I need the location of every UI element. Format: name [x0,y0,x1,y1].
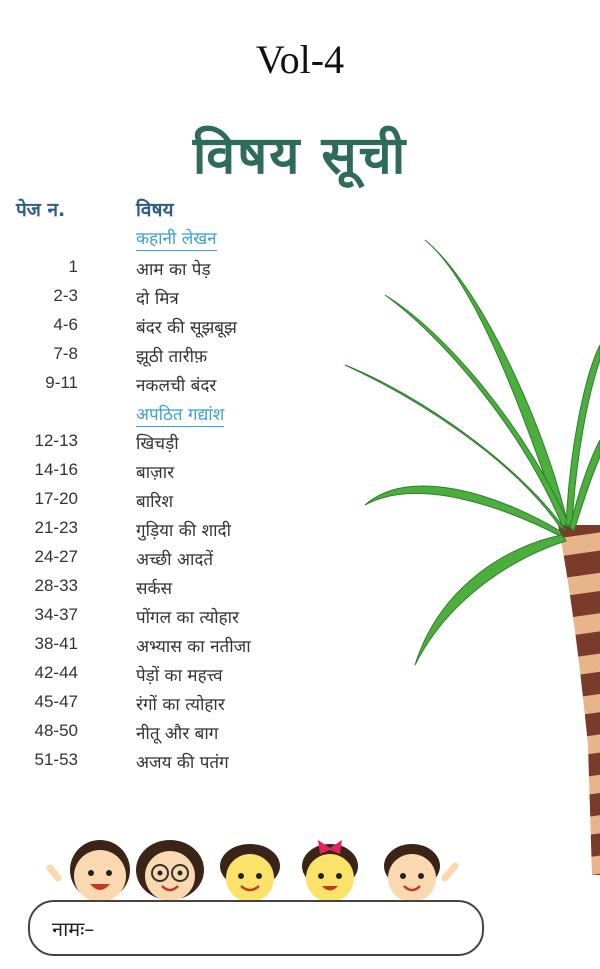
column-header-page: पेज न. [16,199,66,221]
palm-tree-icon [330,225,600,875]
page-number: 4-6 [53,315,78,334]
page-number: 17-20 [34,489,78,508]
palm-leaves [345,240,600,665]
column-header-topic: विषय [136,199,174,221]
page-number: 45-47 [34,692,78,711]
list-item[interactable] [0,576,360,604]
list-item[interactable] [0,721,360,749]
topic-title: झूठी तारीफ़ [136,347,208,367]
section-heading: अपठित गद्यांश [136,402,224,427]
topic-title: आम का पेड़ [136,260,211,280]
topic-title: अभ्यास का नतीजा [136,637,251,657]
volume-label: Vol-4 [255,37,345,82]
list-item[interactable] [0,547,360,575]
topic-title: पोंगल का त्योहार [136,608,239,628]
topic-title: अजय की पतंग [136,753,229,773]
child-face [220,844,280,902]
topic-title: गुड़िया की शादी [136,521,231,541]
page-number: 38-41 [34,634,78,653]
page-number: 9-11 [45,373,78,392]
page-number: 2-3 [53,286,78,305]
list-item[interactable] [0,286,360,314]
child-face [384,844,455,902]
topic-title: दो मित्र [136,289,179,309]
list-item[interactable] [0,315,360,343]
list-item[interactable] [0,518,360,546]
section-heading: कहानी लेखन [136,226,217,251]
trunk [558,525,600,875]
name-field[interactable] [28,900,484,956]
topic-title: नीतू और बाग [136,724,219,744]
topic-title: खिचड़ी [136,434,179,454]
topic-title: बाज़ार [136,463,175,483]
page-number: 51-53 [34,750,78,769]
list-item[interactable] [0,692,360,720]
list-item[interactable] [0,460,360,488]
list-item[interactable] [0,344,360,372]
page-number: 7-8 [53,344,78,363]
child-face [50,840,130,902]
page-number: 42-44 [34,663,78,682]
list-item[interactable] [0,489,360,517]
topic-title: रंगों का त्योहार [136,695,225,715]
topic-title: बारिश [136,492,174,512]
page-number: 21-23 [34,518,78,537]
list-item[interactable] [0,663,360,691]
child-face [136,840,204,901]
topic-title: बंदर की सूझबूझ [136,318,237,338]
page-number: 1 [68,257,78,276]
list-item[interactable] [0,257,360,285]
list-item[interactable] [0,431,360,459]
page-title: विषय सूची [192,126,408,186]
page-number: 28-33 [34,576,78,595]
list-item[interactable] [0,750,360,778]
list-item[interactable] [0,373,360,401]
list-item[interactable] [0,634,360,662]
page-number: 12-13 [34,431,78,450]
page-number: 34-37 [34,605,78,624]
topic-title: नकलची बंदर [136,376,217,396]
list-item[interactable] [0,605,360,633]
page-number: 24-27 [34,547,78,566]
children-faces-icon [40,826,470,908]
topic-title: पेड़ों का महत्त्व [136,666,223,686]
child-face [302,840,358,902]
topic-title: सर्कस [136,579,173,599]
topic-title: अच्छी आदतें [136,550,214,570]
page-number: 48-50 [34,721,78,740]
name-label: नामः– [52,917,95,941]
page-number: 14-16 [34,460,78,479]
